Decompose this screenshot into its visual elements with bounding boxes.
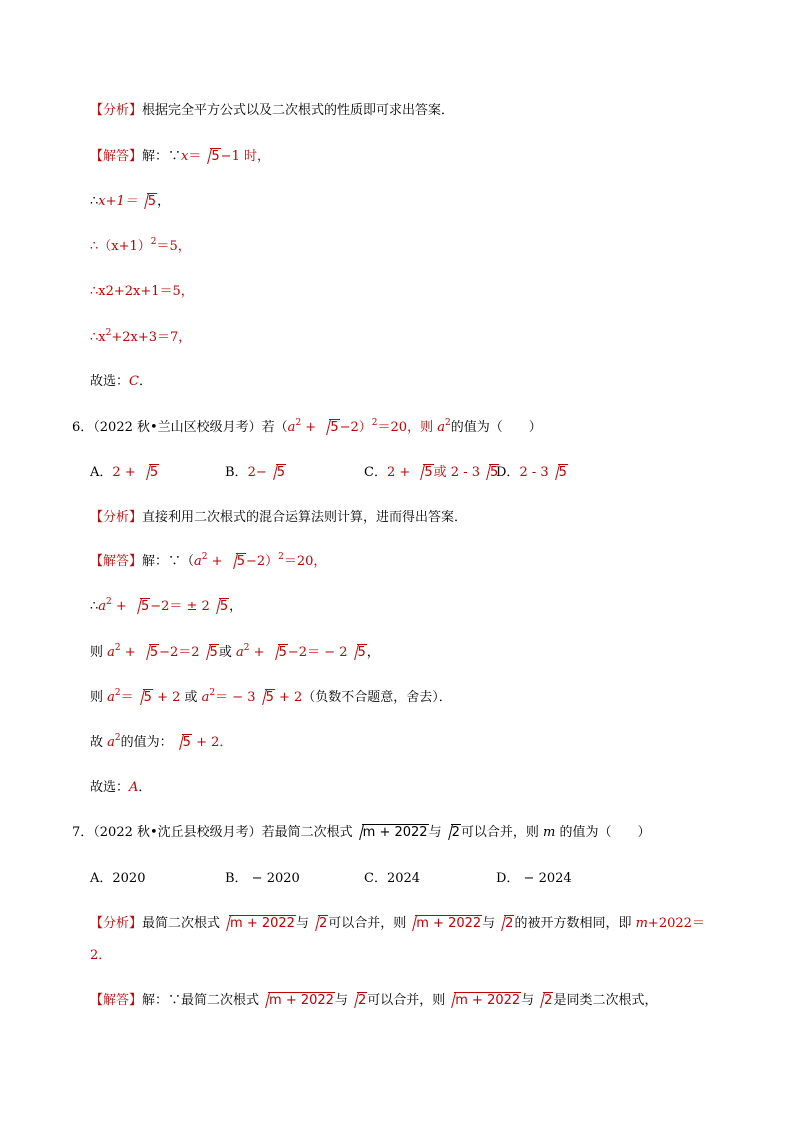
math-expr: +2x+3＝7，: [111, 330, 192, 345]
analysis-tag: 【分析】: [90, 103, 143, 118]
question-number: 7．: [72, 825, 94, 840]
radicand: 5: [490, 465, 499, 480]
sqrt-symbol: [269, 644, 288, 662]
sqrt-symbol: [138, 193, 157, 211]
question-source: （2022 秋•沈丘县校级月考）若最简二次根式: [93, 825, 353, 840]
radicand: 5: [558, 465, 567, 480]
q6-answer-line-1: [90, 553, 326, 571]
q5-answer-line-2: [90, 193, 170, 211]
analysis-text: 根据完全平方公式以及二次根式的性质即可求出答案．: [142, 103, 455, 118]
text: 可以合并，则: [367, 993, 446, 1008]
punct: ．: [138, 374, 152, 389]
text: 是同类二次根式，: [553, 993, 658, 1008]
math-expr: x+1＝: [98, 194, 138, 209]
math-op: +: [301, 420, 321, 435]
math-expr: + 2．: [191, 735, 233, 750]
choice-label: 故选：: [90, 780, 130, 795]
radicand: 5: [330, 420, 339, 435]
text: 或: [180, 690, 202, 705]
text: 故: [90, 735, 108, 750]
math-expr: −2＝ ± 2: [150, 599, 210, 614]
math-var: a: [194, 554, 202, 569]
sqrt-symbol: [210, 598, 229, 616]
math-var: a: [98, 599, 107, 614]
radicand: m + 2022: [230, 916, 295, 931]
question-source: （2022 秋•兰山区校级月考）若（: [93, 420, 288, 435]
punct: ．: [138, 780, 152, 795]
text: 解：∵: [142, 149, 182, 164]
radicand: 2: [544, 993, 553, 1008]
sqrt-symbol: [220, 915, 296, 933]
text: 与: [334, 993, 348, 1008]
q7-option-b: B． − 2020: [225, 871, 300, 886]
sqrt-symbol: [134, 689, 153, 707]
radicand: 5: [182, 735, 191, 750]
text: 的被开方数相同，即: [514, 916, 636, 931]
sqrt-symbol: [309, 915, 328, 933]
choice-letter: A: [129, 780, 139, 795]
radicand: 5: [209, 645, 218, 660]
radicand: 5: [219, 599, 229, 614]
radicand: 5: [149, 465, 159, 480]
radicand: 5: [265, 690, 274, 705]
radicand: m + 2022: [269, 993, 334, 1008]
question-tail: 的值为（ ）: [450, 420, 542, 435]
text: 解：∵最简二次根式: [142, 993, 260, 1008]
q6-stem: [72, 419, 542, 437]
option-expr: 2 - 3: [519, 465, 549, 480]
answer-tag: 【解答】: [90, 149, 143, 164]
math-var: a: [107, 690, 115, 705]
math-var: a: [287, 420, 296, 435]
q5-answer-line-3: [90, 238, 191, 256]
math-expr: −2＝2: [159, 645, 200, 660]
sqrt-symbol: [445, 992, 521, 1010]
q6-answer-line-5: [90, 734, 232, 752]
radicand: m + 2022: [455, 993, 521, 1008]
math-var: a: [201, 690, 210, 705]
q6-choice-line: [90, 779, 151, 797]
math-expr: ∴x2+2x+1＝5，: [90, 284, 194, 299]
radicand: m + 2022: [416, 916, 482, 931]
sqrt-symbol: [259, 992, 335, 1010]
sqrt-symbol: [442, 824, 461, 842]
superscript: 2: [114, 643, 121, 653]
radicand: 5: [147, 194, 157, 209]
superscript: 2: [114, 688, 121, 698]
sqrt-symbol: [348, 644, 367, 662]
option-expr: 2 +: [386, 465, 415, 480]
math-op: +: [249, 645, 269, 660]
math-expr: −2＝ − 2: [287, 645, 348, 660]
sqrt-symbol: [201, 148, 220, 166]
q6-option-d: [496, 464, 568, 482]
math-var: a: [107, 645, 115, 660]
q6-answer-line-3: [90, 644, 380, 662]
q6-option-c: [364, 464, 499, 482]
option-label: B．: [225, 465, 248, 480]
math-op: +: [207, 554, 227, 569]
sqrt-symbol: [534, 992, 553, 1010]
superscript: 2: [243, 643, 250, 653]
superscript: 2: [201, 552, 208, 562]
option-label: C．: [364, 465, 387, 480]
math-expr: + 2: [274, 690, 303, 705]
text: 可以合并，则: [328, 916, 407, 931]
radicand: 2: [318, 916, 328, 931]
text: 解：∵（: [142, 554, 195, 569]
math-var: a: [437, 420, 445, 435]
punct: ，: [157, 194, 171, 209]
sqrt-symbol: [140, 644, 159, 662]
text: 与: [295, 916, 309, 931]
punct: ，: [366, 645, 380, 660]
sqrt-symbol: [227, 553, 246, 571]
math-op: +: [111, 599, 131, 614]
math-expr: ＝5，: [156, 239, 191, 254]
sqrt-symbol: [320, 419, 339, 437]
math-expr: ＝20，则: [377, 420, 438, 435]
answer-tag: 【解答】: [90, 554, 143, 569]
analysis-tag: 【分析】: [90, 916, 143, 931]
sqrt-symbol: [353, 824, 429, 842]
math-var: a: [107, 735, 115, 750]
radicand: 5: [236, 554, 245, 569]
therefore: ∴: [90, 599, 99, 614]
question-number: 6．: [72, 420, 94, 435]
sqrt-symbol: [173, 734, 192, 752]
therefore: ∴: [90, 194, 99, 209]
radicand: 2: [357, 993, 367, 1008]
superscript: 2: [444, 418, 451, 428]
q5-analysis-line: [90, 102, 454, 120]
sqrt-symbol: [414, 464, 433, 482]
q6-option-a: [90, 464, 159, 482]
radicand: 5: [143, 690, 152, 705]
option-label: A．: [90, 465, 113, 480]
answer-tag: 【解答】: [90, 993, 143, 1008]
sqrt-symbol: [549, 464, 568, 482]
superscript: 2: [209, 688, 216, 698]
q6-analysis-line: [90, 509, 467, 527]
math-expr: −2）: [245, 554, 279, 569]
sqrt-symbol: [348, 992, 367, 1010]
superscript: 2: [371, 418, 378, 428]
radicand: m + 2022: [362, 825, 428, 840]
option-expr: 2−: [247, 465, 267, 480]
q6-answer-line-2: [90, 598, 242, 616]
math-op: ＝: [188, 149, 202, 164]
text: 与: [521, 993, 535, 1008]
sqrt-symbol: [140, 464, 159, 482]
sqrt-symbol: [131, 598, 150, 616]
math-var: x: [181, 149, 189, 164]
radicand: 5: [278, 645, 287, 660]
superscript: 2: [106, 597, 112, 607]
radicand: 5: [149, 645, 159, 660]
math-var: m: [635, 916, 648, 931]
radicand: 2: [505, 916, 514, 931]
text: （负数不合题意，舍去）．: [302, 690, 452, 705]
analysis-tag: 【分析】: [90, 510, 143, 525]
text: 可以合并，则: [460, 825, 544, 840]
radicand: 2: [451, 825, 460, 840]
math-var: m: [543, 825, 556, 840]
q7-option-d: D． − 2024: [496, 871, 572, 886]
math-expr: ＝ − 3: [215, 690, 256, 705]
math-expr: −2）: [339, 420, 372, 435]
superscript: 2: [295, 418, 302, 428]
text: 则: [90, 690, 108, 705]
sqrt-symbol: [200, 644, 219, 662]
sqrt-symbol: [267, 464, 286, 482]
radicand: 5: [357, 645, 366, 660]
math-var: a: [235, 645, 244, 660]
superscript: 2: [114, 733, 121, 743]
superscript: 2: [278, 552, 284, 562]
math-expr: ∴x: [90, 330, 106, 345]
math-expr: +2022＝: [647, 916, 705, 931]
text: 的值为：: [120, 735, 173, 750]
q7-answer-line-1: [90, 992, 657, 1010]
text: 与: [482, 916, 496, 931]
q5-choice-line: [90, 373, 152, 391]
choice-letter: C: [129, 374, 139, 389]
q5-answer-line-1: [90, 148, 270, 166]
q7-stem: [72, 824, 650, 842]
superscript: 2: [105, 328, 112, 338]
sqrt-symbol: [406, 915, 482, 933]
option-expr: 2 +: [112, 465, 140, 480]
math-expr: ∴（x+1）: [90, 239, 151, 254]
q7-analysis-line-1: [90, 915, 705, 933]
option-label: D．: [496, 465, 520, 480]
math-op: ＝: [120, 690, 134, 705]
q5-answer-line-5: [90, 329, 191, 347]
option-expr: 或 2 - 3: [433, 465, 481, 480]
q6-option-b: [225, 464, 286, 482]
q7-option-c: C．2024: [364, 871, 421, 886]
analysis-text: 直接利用二次根式的混合运算法则计算，进而得出答案．: [142, 510, 468, 525]
q7-option-a: A．2020: [90, 871, 146, 886]
text: 或: [218, 645, 236, 660]
radicand: 5: [140, 599, 150, 614]
text: 则: [90, 645, 108, 660]
radicand: 5: [424, 465, 433, 480]
superscript: 2: [150, 237, 157, 247]
radicand: 5: [211, 149, 220, 164]
text: 与: [428, 825, 442, 840]
radicand: 5: [276, 465, 286, 480]
math-op: +: [120, 645, 140, 660]
math-text: −1 时，: [220, 149, 270, 164]
q7-analysis-line-2: [90, 947, 111, 965]
math-expr: 2．: [90, 948, 112, 963]
question-tail: 的值为（ ）: [555, 825, 651, 840]
text: 最简二次根式: [142, 916, 221, 931]
q6-answer-line-4: [90, 689, 452, 707]
q5-answer-line-4: [90, 283, 194, 301]
sqrt-symbol: [256, 689, 275, 707]
choice-label: 故选：: [90, 374, 130, 389]
math-expr: + 2: [152, 690, 181, 705]
punct: ，: [229, 599, 243, 614]
sqrt-symbol: [495, 915, 514, 933]
math-expr: ＝20，: [283, 554, 327, 569]
